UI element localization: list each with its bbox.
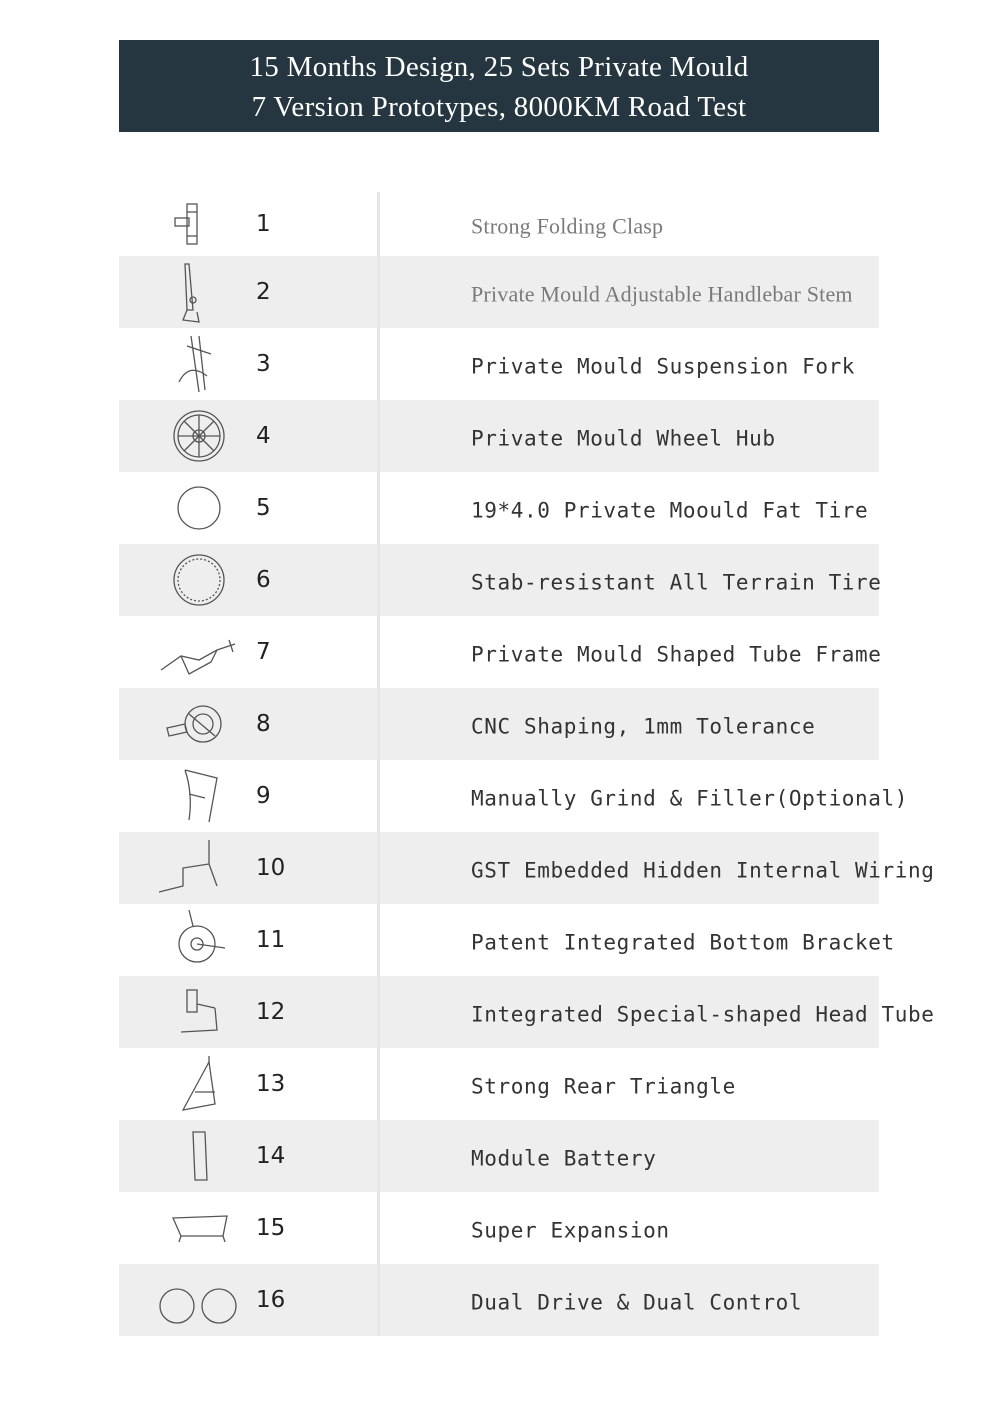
row-number: 5: [256, 495, 271, 521]
feature-label: Private Mould Adjustable Handlebar Stem: [471, 281, 853, 307]
table-row: [119, 1048, 879, 1120]
feature-label: 19*4.0 Private Moould Fat Tire: [471, 498, 869, 523]
table-row: [119, 472, 879, 544]
all-terrain-tire-icon: [159, 548, 239, 612]
table-row: [119, 256, 879, 328]
banner-line-1: 15 Months Design, 25 Sets Private Mould: [249, 51, 749, 83]
table-row: [119, 1120, 879, 1192]
internal-wiring-icon: [159, 836, 239, 900]
feature-table: [119, 192, 935, 1336]
bottom-bracket-icon: [159, 908, 239, 972]
grind-joint-icon: [159, 764, 239, 828]
feature-label: Super Expansion: [471, 1218, 670, 1243]
column-divider: [377, 832, 380, 904]
column-divider: [377, 1120, 380, 1192]
feature-label: Patent Integrated Bottom Bracket: [471, 930, 895, 955]
column-divider: [377, 544, 380, 616]
cnc-part-icon: [159, 692, 239, 756]
table-row: [119, 976, 935, 1048]
column-divider: [377, 400, 380, 472]
banner-line-2: 7 Version Prototypes, 8000KM Road Test: [251, 91, 747, 123]
column-divider: [377, 472, 380, 544]
row-number: 10: [256, 855, 286, 881]
folding-clasp-icon: [159, 192, 239, 256]
row-number: 4: [256, 423, 271, 449]
row-number: 2: [256, 279, 271, 305]
column-divider: [377, 760, 380, 832]
suspension-fork-icon: [159, 332, 239, 396]
row-number: 12: [256, 999, 286, 1025]
feature-label: Module Battery: [471, 1146, 657, 1171]
row-number: 14: [256, 1143, 286, 1169]
table-row: [119, 760, 909, 832]
feature-label: Private Mould Wheel Hub: [471, 426, 776, 451]
column-divider: [377, 256, 380, 328]
feature-label: Strong Folding Clasp: [471, 213, 664, 239]
row-number: 9: [256, 783, 271, 809]
row-number: 7: [256, 639, 271, 665]
tube-frame-icon: [159, 620, 239, 684]
head-tube-icon: [159, 980, 239, 1044]
table-row: [119, 400, 879, 472]
expansion-rack-icon: [159, 1196, 239, 1260]
feature-label: Manually Grind & Filler(Optional): [471, 786, 909, 811]
column-divider: [377, 976, 380, 1048]
fat-tire-icon: [159, 476, 239, 540]
feature-label: Private Mould Suspension Fork: [471, 354, 856, 379]
handlebar-stem-icon: [159, 260, 239, 324]
table-row: [119, 688, 879, 760]
row-number: 1: [256, 211, 271, 237]
column-divider: [377, 1192, 380, 1264]
row-number: 3: [256, 351, 271, 377]
table-row: [119, 1192, 879, 1264]
column-divider: [377, 904, 380, 976]
dual-wheels-icon: [159, 1268, 239, 1332]
row-number: 15: [256, 1215, 286, 1241]
table-row: [119, 328, 879, 400]
column-divider: [377, 688, 380, 760]
wheel-hub-icon: [159, 404, 239, 468]
feature-label: Integrated Special-shaped Head Tube: [471, 1002, 935, 1027]
feature-label: Dual Drive & Dual Control: [471, 1290, 803, 1315]
column-divider: [377, 328, 380, 400]
rear-triangle-icon: [159, 1052, 239, 1116]
column-divider: [377, 192, 380, 256]
table-row: [119, 616, 882, 688]
column-divider: [377, 616, 380, 688]
feature-label: Private Mould Shaped Tube Frame: [471, 642, 882, 667]
table-row: [119, 192, 879, 256]
column-divider: [377, 1264, 380, 1336]
feature-label: Strong Rear Triangle: [471, 1074, 736, 1099]
feature-label: Stab-resistant All Terrain Tire: [471, 570, 882, 595]
feature-label: CNC Shaping, 1mm Tolerance: [471, 714, 816, 739]
row-number: 13: [256, 1071, 286, 1097]
battery-icon: [159, 1124, 239, 1188]
row-number: 11: [256, 927, 286, 953]
row-number: 6: [256, 567, 271, 593]
table-row: [119, 544, 882, 616]
header-banner: [119, 40, 879, 132]
table-row: [119, 832, 935, 904]
row-number: 8: [256, 711, 271, 737]
row-number: 16: [256, 1287, 286, 1313]
feature-label: GST Embedded Hidden Internal Wiring: [471, 858, 935, 883]
table-row: [119, 1264, 879, 1336]
column-divider: [377, 1048, 380, 1120]
table-row: [119, 904, 895, 976]
